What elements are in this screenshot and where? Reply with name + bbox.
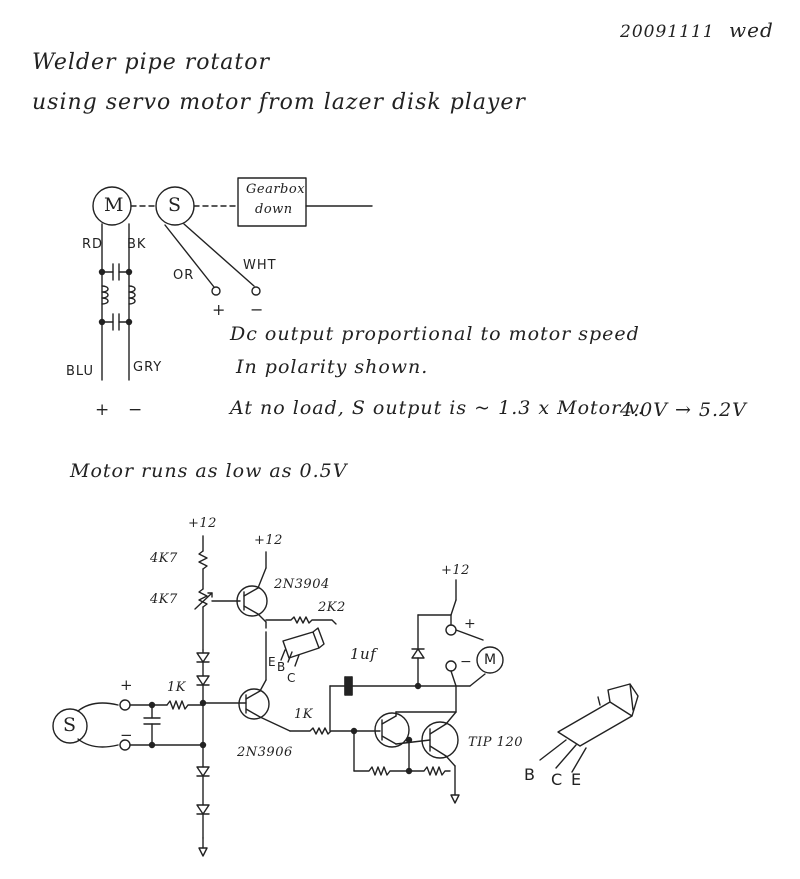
wire-wht-label: WHT bbox=[243, 258, 277, 273]
resistor-4k7-pot: 4K7 bbox=[150, 592, 178, 607]
note-no-load: At no load, S output is ~ 1.3 x Motor v. bbox=[230, 397, 645, 419]
page-title: Welder pipe rotator bbox=[32, 50, 271, 75]
note-min-voltage: Motor runs as low as 0.5V bbox=[70, 460, 348, 482]
motor-plus: + bbox=[464, 616, 477, 632]
supply-12v-b: +12 bbox=[254, 533, 283, 548]
q1-transistor bbox=[237, 586, 267, 616]
motor-minus: − bbox=[460, 654, 473, 670]
tip120-pin-e: E bbox=[571, 770, 583, 789]
tip120-pin-b: B bbox=[524, 765, 536, 784]
sensor-label: S bbox=[168, 194, 183, 216]
tip120-package-sketch bbox=[558, 684, 638, 746]
note-voltage-range: 4.0V → 5.2V bbox=[620, 399, 747, 421]
gearbox-label-1: Gearbox bbox=[246, 182, 306, 197]
resistor-2k2: 2K2 bbox=[318, 600, 346, 615]
page-subtitle: using servo motor from lazer disk player bbox=[32, 90, 526, 115]
pinout-e: E bbox=[268, 655, 277, 669]
tip120-pin-c: C bbox=[551, 770, 564, 789]
input-minus: − bbox=[120, 726, 134, 744]
s-input-label: S bbox=[63, 714, 78, 736]
motor-label: M bbox=[104, 194, 125, 216]
wire-gry-label: GRY bbox=[133, 360, 163, 375]
resistor-4k7-top: 4K7 bbox=[150, 551, 178, 566]
capacitor-1uf: 1uf bbox=[350, 645, 377, 663]
note-polarity: In polarity shown. bbox=[236, 356, 429, 378]
m-minus-label: − bbox=[128, 400, 144, 420]
driver-schematic bbox=[53, 536, 638, 856]
m-plus-label: + bbox=[95, 400, 111, 420]
note-proportional: Dc output proportional to motor speed bbox=[230, 323, 640, 345]
q1-part-label: 2N3904 bbox=[274, 577, 330, 592]
supply-12v-a: +12 bbox=[188, 516, 217, 531]
supply-12v-c: +12 bbox=[441, 563, 470, 578]
wire-blu-label: BLU bbox=[66, 364, 95, 379]
q2-transistor bbox=[239, 689, 269, 719]
input-plus: + bbox=[120, 676, 134, 694]
s-minus-label: − bbox=[250, 300, 265, 319]
wire-bk-label: BK bbox=[127, 237, 147, 252]
motor-sensor-diagram bbox=[93, 178, 372, 380]
wire-rd-label: RD bbox=[82, 237, 104, 252]
q1-pinout-sketch bbox=[283, 628, 324, 658]
q3-part-label: TIP 120 bbox=[468, 735, 523, 750]
pinout-c: C bbox=[287, 671, 297, 685]
resistor-1k-base: 1K bbox=[294, 707, 313, 722]
s-plus-label: + bbox=[212, 300, 227, 319]
date-stamp: 20091111 bbox=[620, 22, 715, 42]
motor-output-label: M bbox=[484, 652, 498, 668]
resistor-1k-input: 1K bbox=[167, 680, 186, 695]
wire-or-label: OR bbox=[173, 268, 195, 283]
day-stamp: wed bbox=[729, 18, 774, 42]
pinout-b: B bbox=[277, 660, 287, 674]
q2-part-label: 2N3906 bbox=[237, 745, 293, 760]
gearbox-label-2: down bbox=[255, 202, 293, 217]
